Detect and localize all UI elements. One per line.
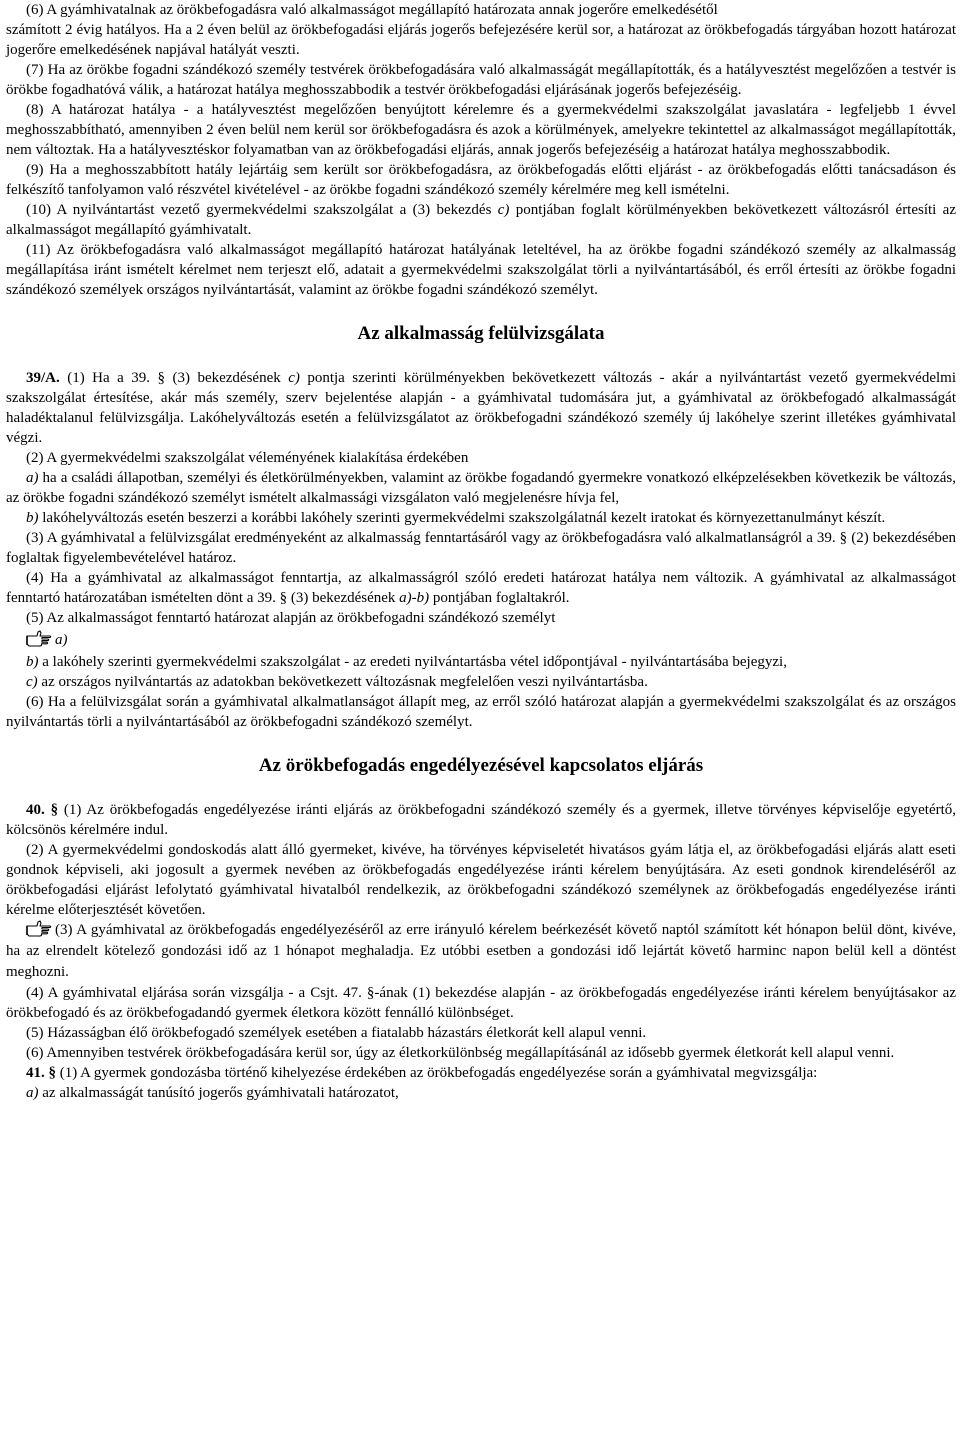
text: (1) Az örökbefogadás engedélyezése iránti eljárás az örökbefogadni szándékozó személy és a gyermek, illetve törvényes képviselője egyetértő, kölcsönös kérelmére indul. [6,802,957,838]
section-39a-point-b [6,508,956,528]
section-39a-paragraph-4 [6,568,956,608]
section-39a-point-5b [6,652,956,672]
text: (1) Ha a 39. § (3) bekezdésének [59,370,289,386]
text: (3) A gyámhivatal az örökbefogadás engedélyezéséről az erre irányuló kérelem beérkezését követő naptól számított két hónapon belül dönt, kivéve, ha az elrendelt kötelező gondozási idő az 1 hónapot meghaladja. Ez utóbbi esetben a gondozási idő lejártát követő harminc napon belül kell a döntést meghozni. [6,922,956,980]
text: lakóhelyváltozás esetén beszerzi a korábbi lakóhely szerinti gyermekvédelmi szakszolgálatnál kezelt iratokat és környezettanulmányt készít. [38,510,886,526]
text: pontjában foglalt körülményekben bekövetkezett változásról értesíti az alkalmasságot megállapító gyámhivatalt. [6,202,956,238]
section-39a-point-a [6,468,956,508]
text: (1) A gyermek gondozásba történő kihelyezése érdekében az örökbefogadás engedélyezése során a gyámhivatal megvizsgálja: [56,1065,818,1081]
paragraph-6: számított 2 évig hatályos. Ha a 2 éven belül az örökbefogadási eljárás jogerős befejezésére kerül sor, a határozat az örökbefogadás tárgyában hozott határozat jogerőre emelkedésének napjával hatályát veszti. [6,22,956,58]
section-sign: § [48,1065,56,1081]
section-40-paragraph-4: (4) A gyámhivatal eljárása során vizsgálja - a Csjt. 47. §-ának (1) bekezdése alapján - az örökbefogadás engedélyezése iránti kérelem benyújtásakor az örökbefogadó és az örökbefogadandó gyermek életkora között fennálló különbséget. [6,985,956,1021]
paragraph-10 [6,200,956,240]
section-39a-point-5a [6,628,956,652]
paragraph-8: (8) A határozat hatálya - a hatályvesztést megelőzően benyújtott kérelemre és a gyermekvédelmi szakszolgálat javaslatára - legfeljebb 1 évvel meghosszabbítható, amennyiben 2 éven belül nem kerül sor örökbefogadásra és azok a körülmények, amelyekre tekintettel az alkalmasságot megállapították, nem változtak. Ha a hatályvesztéskor folyamatban van az örökbefogadási eljárás, annak jogerős befejezéséig a határozat hatálya meghosszabbodik. [6,102,956,158]
text: ha a családi állapotban, személyi és életkörülményekben, valamint az örökbe fogadandó gyermekre vonatkozó elképzelésekben következik be változás, az örökbe fogadni szándékozó személyt ismételt alkalmassági vizsgálaton való megjelenésre hívja fel, [6,470,956,506]
point-marker: a) [26,1085,39,1101]
section-39a-paragraph-1 [6,368,956,448]
text: a lakóhely szerinti gyermekvédelmi szakszolgálat - az eredeti nyilvántartásba vétel időpontjával - nyilvántartásába bejegyzi, [38,654,787,670]
point-marker: a)-b) [399,590,430,606]
point-marker: c) [497,202,510,218]
section-40-paragraph-1 [6,800,956,840]
point-marker: c) [288,370,300,386]
section-41-point-a [6,1083,956,1103]
text: (10) A nyilvántartást vezető gyermekvédelmi szakszolgálat a (3) bekezdés [26,202,498,218]
section-40-paragraph-5: (5) Házasságban élő örökbefogadó személyek esetében a fiatalabb házastárs életkorát kell alapul venni. [26,1025,647,1041]
text: az országos nyilvántartás az adatokban bekövetkezett változásnak megfelelően veszi nyilvántartásba. [37,674,648,690]
section-39a-paragraph-2: (2) A gyermekvédelmi szakszolgálat véleményének kialakítása érdekében [26,450,469,466]
section-heading-engedelyezes: Az örökbefogadás engedélyezésével kapcsolatos eljárás [258,755,704,776]
section-39a-paragraph-3: (3) A gyámhivatal a felülvizsgálat eredményeként az alkalmasság fenntartásáról vagy az örökbefogadásra való alkalmatlanságról a 39. § (2) bekezdésében foglaltak figyelembevételével határoz. [6,530,956,566]
section-40-paragraph-3 [6,920,956,983]
pointing-hand-icon[interactable] [26,920,52,937]
text: az alkalmasságát tanúsító jogerős gyámhivatali határozatot, [38,1085,399,1101]
paragraph-11: (11) Az örökbefogadásra való alkalmasságot megállapító határozat hatályának leteltével, ha az örökbe fogadni szándékozó személy az alkalmasság megállapítása iránt ismételt kérelmet nem terjeszt elő, adatait a gyermekvédelmi szakszolgálat törli a nyilvántartásából, és erről értesíti az örökbe fogadni szándékozó személyek országos nyilvántartását, valamint az örökbe fogadni szándékozó személyt. [6,242,956,298]
text: (4) Ha a gyámhivatal az alkalmasságot fenntartja, az alkalmasságról szóló eredeti határozat hatálya nem változik. A gyámhivatal az alkalmasságot fenntartó határozatában ismételten dönt a 39. § (3) bekezdésének [6,570,956,606]
section-sign: § [50,802,59,818]
text: pontja szerinti körülményekben bekövetkezett változás - akár a nyilvántartást vezető gyermekvédelmi szakszolgálat értesítése, akár más személy, szerv bejelentése alapján - a gyámhivatal tudomására jut, a gyámhivatal az örökbefogadó alkalmasságát haladéktalanul felülvizsgálja. Lakóhelyváltozás esetén a felülvizsgálatot az örökbefogadni szándékozó személy új lakóhelye szerint illetékes gyámhivatal végzi. [6,370,956,446]
section-39a-paragraph-5: (5) Az alkalmasságot fenntartó határozat alapján az örökbefogadni szándékozó személyt [26,610,556,626]
section-41-paragraph-1 [6,1063,956,1083]
text: pontjában foglaltakról. [429,590,570,606]
paragraph-6-first-line: (6) A gyámhivatalnak az örökbefogadásra való alkalmasságot megállapító határozata annak jogerőre emelkedésétől [26,2,718,18]
paragraph-7: (7) Ha az örökbe fogadni szándékozó személy testvérek örökbefogadására való alkalmasságát megállapították, és a hatályvesztést megelőzően a testvér is örökbe fogadhatóvá válik, a határozat hatálya meghosszabbodik a testvér örökbefogadási eljárásának jogerős befejezéséig. [6,62,956,98]
point-marker: c) [26,674,38,690]
section-number: 41. [26,1065,45,1081]
section-40-paragraph-2: (2) A gyermekvédelmi gondoskodás alatt álló gyermeket, kivéve, ha törvényes képviseletét hivatásos gyám látja el, az örökbefogadási eljárás alatt eseti gondnok képviseli, aki jogosult a gyermek nevében az örökbefogadás engedélyezése iránti kérelem benyújtására. Az eseti gondnok kirendeléséről az örökbefogadási eljárást lefolytató gyámhivatal hivatalból rendelkezik, az örökbefogadni szándékozó személynek az örökbefogadás engedélyezése iránti kérelme előterjesztését követően. [6,842,956,918]
section-39a-point-5c [6,672,956,692]
point-marker: b) [26,654,39,670]
section-number: 39/A. [26,370,60,386]
point-marker: a) [55,632,68,648]
point-marker: a) [26,470,39,486]
point-marker: b) [26,510,39,526]
section-39a-paragraph-6: (6) Ha a felülvizsgálat során a gyámhivatal alkalmatlanságot állapít meg, az erről szóló határozat alapján a gyermekvédelmi szakszolgálat és az országos nyilvántartás törli a nyilvántartásából az örökbefogadni szándékozó személyt. [6,694,956,730]
section-number: 40. [26,802,45,818]
pointing-hand-icon[interactable] [26,630,52,647]
paragraph-9: (9) Ha a meghosszabbított hatály lejártáig sem került sor örökbefogadásra, az örökbefogadás előtti eljárást - az örökbefogadás előtti tanácsadáson és felkészítő tanfolyamon való részvétel kivételével - az örökbe fogadni szándékozó személy kérelmére meg kell ismételni. [6,162,956,198]
section-40-paragraph-6: (6) Amennyiben testvérek örökbefogadására kerül sor, úgy az életkorkülönbség megállapításánál az idősebb gyermek életkorát kell alapul venni. [26,1045,895,1061]
section-heading-alkalmassag: Az alkalmasság felülvizsgálata [357,323,605,344]
